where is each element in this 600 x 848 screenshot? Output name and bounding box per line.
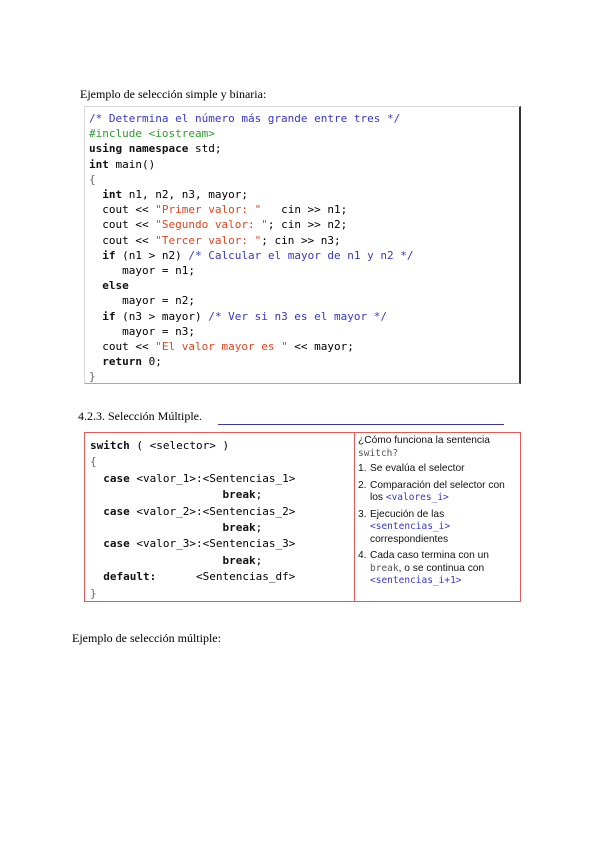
code-text: ; — [255, 488, 263, 502]
code-text: std; — [188, 142, 222, 156]
code-text: cout << — [102, 340, 156, 354]
column-divider — [354, 433, 355, 601]
step-text: Se evalúa el selector — [370, 463, 465, 474]
code-keyword: int — [102, 188, 123, 202]
code-string: "El valor mayor es " — [155, 340, 288, 354]
code-keyword: case — [103, 504, 130, 518]
step-item — [358, 550, 518, 588]
code-text: n1, n2, n3, mayor; — [122, 188, 248, 202]
code-box-simple — [84, 106, 521, 384]
code-text: mayor = n1; — [122, 264, 195, 278]
code-text: 0; — [142, 355, 162, 369]
switch-syntax-box — [84, 432, 521, 602]
code-keyword: return — [102, 355, 142, 369]
step-text: , o se continua con — [398, 562, 485, 574]
code-keyword: int — [89, 157, 109, 171]
code-brace: { — [90, 455, 97, 469]
code-text: (n3 > mayor) — [115, 309, 209, 323]
code-keyword: break — [222, 553, 256, 567]
code-text: <valor_1>:<Sentencias_1> — [129, 471, 296, 485]
code-include: #include <iostream> — [89, 127, 215, 141]
code-keyword: if — [102, 309, 116, 323]
code-text: cout << — [102, 203, 156, 217]
code-brace: { — [89, 172, 96, 186]
code-text: (n1 > n2) — [115, 248, 189, 262]
code-comment: /* Ver si n3 es el mayor */ — [208, 309, 388, 323]
step-number: 4. — [358, 550, 367, 561]
step-item — [358, 463, 518, 476]
code-keyword: break — [222, 521, 256, 535]
step-code: <sentencias_i+1> — [370, 575, 462, 586]
heading-section-multiple: 4.2.3. Selección Múltiple. — [78, 409, 202, 423]
switch-steps-panel — [358, 435, 518, 592]
code-text: ; cin >> n3; — [261, 233, 341, 247]
step-text: Ejecución de las — [370, 508, 445, 520]
code-listing-switch — [90, 438, 295, 602]
steps-question-code: switch? — [358, 447, 399, 459]
step-code: <valores_i> — [385, 492, 449, 503]
code-keyword: switch — [90, 439, 130, 452]
code-text: <valor_2>:<Sentencias_2> — [129, 504, 296, 518]
step-number: 2. — [358, 479, 367, 491]
code-text: ( <selector> ) — [129, 439, 230, 452]
code-listing-simple — [89, 111, 414, 385]
code-text: <valor_3>:<Sentencias_3> — [129, 537, 296, 551]
code-text: cout << — [102, 218, 156, 232]
step-number: 3. — [358, 508, 367, 520]
code-keyword: default: — [103, 570, 157, 584]
steps-question-text: ¿Cómo funciona la sentencia — [358, 435, 490, 446]
code-text: ; — [255, 521, 263, 535]
step-code: break — [370, 562, 399, 574]
step-number: 1. — [358, 463, 367, 474]
code-comment: /* Calcular el mayor de n1 y n2 */ — [188, 248, 414, 262]
step-code: <sentencias_i> — [370, 521, 451, 532]
code-keyword: if — [102, 248, 116, 262]
code-text: mayor = n3; — [122, 324, 195, 338]
heading-example-simple: Ejemplo de selección simple y binaria: — [80, 87, 267, 101]
code-string: "Segundo valor: " — [155, 218, 268, 232]
code-keyword: break — [222, 488, 256, 502]
code-keyword: using namespace — [89, 142, 189, 156]
code-text: ; — [255, 553, 263, 567]
code-brace: } — [90, 586, 97, 600]
code-text: cin >> n1; — [261, 203, 348, 217]
code-text: ; cin >> n2; — [267, 218, 348, 232]
code-brace: } — [89, 370, 96, 384]
code-string: "Primer valor: " — [155, 203, 262, 217]
code-keyword: case — [103, 537, 130, 551]
code-comment: /* Determina el número más grande entre tres */ — [89, 112, 401, 125]
code-string: "Tercer valor: " — [155, 233, 262, 247]
heading-example-multiple: Ejemplo de selección múltiple: — [72, 631, 221, 645]
steps-question — [358, 435, 518, 460]
code-text: mayor = n2; — [122, 294, 195, 308]
step-text: correspondientes — [370, 533, 449, 545]
step-text: Comparación del selector con los — [370, 479, 505, 503]
code-keyword: else — [102, 279, 129, 293]
step-item — [358, 509, 518, 547]
code-text: cout << — [102, 233, 156, 247]
code-keyword: case — [103, 471, 130, 485]
code-text: << mayor; — [287, 340, 354, 354]
section-divider — [218, 424, 504, 425]
step-text: Cada caso termina con un — [370, 550, 489, 561]
step-item — [358, 480, 518, 505]
code-text: <Sentencias_df> — [156, 570, 296, 584]
code-text: main() — [108, 157, 156, 171]
